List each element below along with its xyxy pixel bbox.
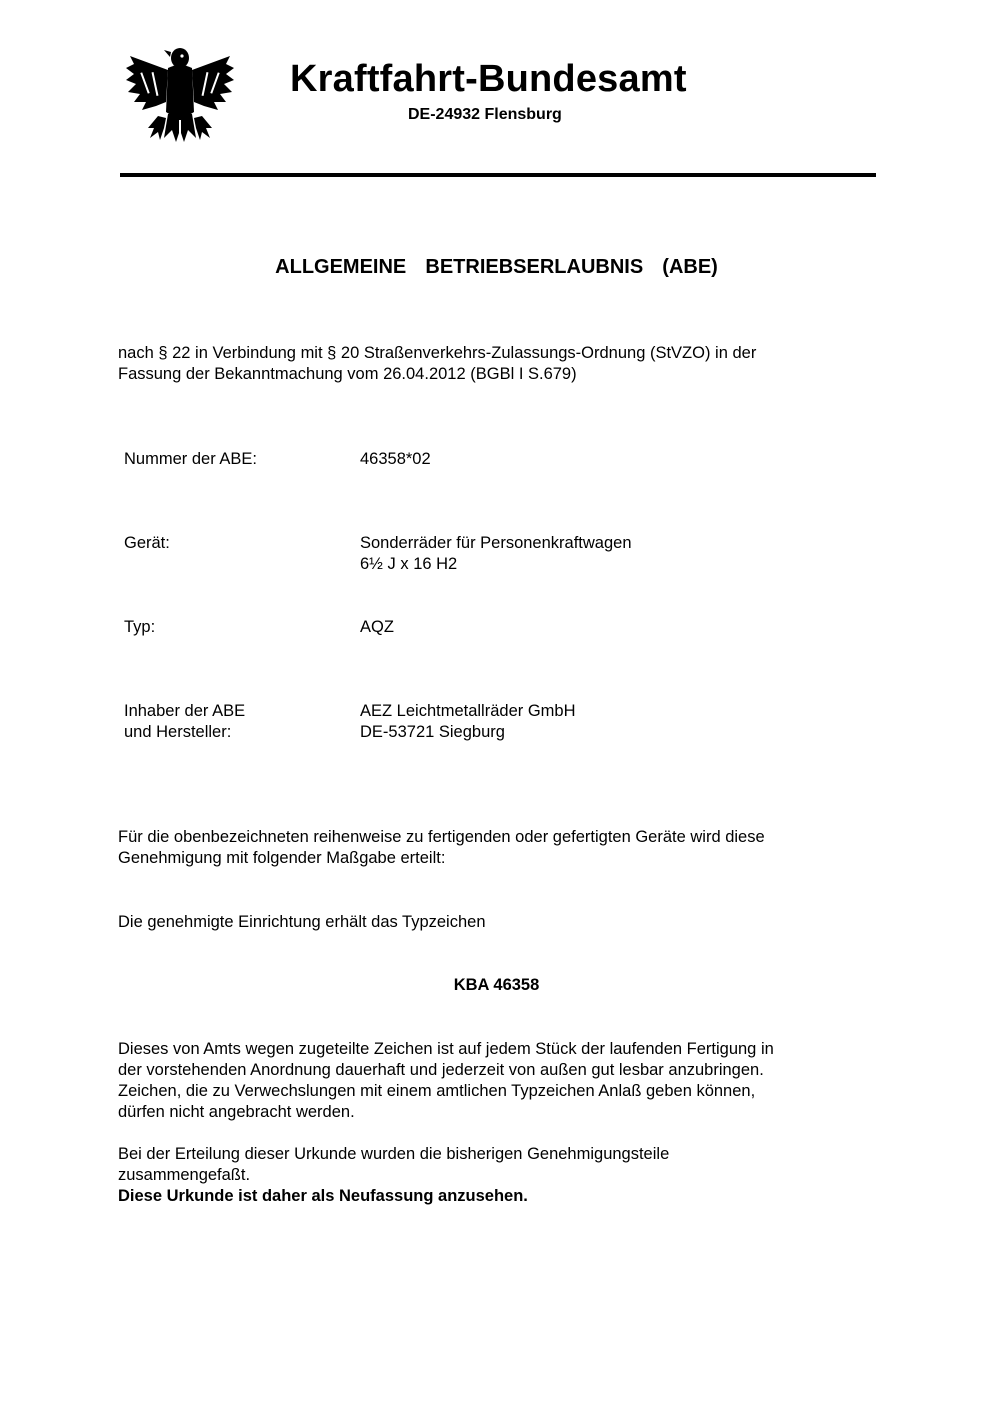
mark-intro: Die genehmigte Einrichtung erhält das Typzeichen bbox=[118, 913, 486, 931]
mark-rules-line: Zeichen, die zu Verwechslungen mit einem amtlichen Typzeichen Anlaß geben können, bbox=[118, 1082, 756, 1100]
device-value-line: Sonderräder für Personenkraftwagen bbox=[360, 534, 632, 552]
holder-label bbox=[124, 701, 245, 743]
consolidation-emphasis: Diese Urkunde ist daher als Neufassung anzusehen. bbox=[118, 1187, 528, 1205]
holder-label-line: Inhaber der ABE bbox=[124, 702, 246, 720]
federal-eagle-icon bbox=[124, 42, 236, 148]
consolidation-line: zusammengefaßt. bbox=[118, 1166, 251, 1184]
grant-line: Genehmigung mit folgender Maßgabe erteilt: bbox=[118, 849, 446, 867]
abe-number-value: 46358*02 bbox=[360, 450, 431, 468]
holder-value bbox=[360, 701, 576, 743]
agency-address: DE-24932 Flensburg bbox=[408, 106, 562, 123]
document-title: ALLGEMEINE BETRIEBSERLAUBNIS (ABE) bbox=[275, 256, 718, 278]
mark-rules-line: dürfen nicht angebracht werden. bbox=[118, 1103, 355, 1121]
mark-rules-line: Dieses von Amts wegen zugeteilte Zeichen ist auf jedem Stück der laufenden Fertigung in bbox=[118, 1040, 774, 1058]
legal-basis-line: nach § 22 in Verbindung mit § 20 Straßenverkehrs-Zulassungs-Ordnung (StVZO) in der bbox=[118, 344, 757, 362]
type-value: AQZ bbox=[360, 618, 394, 636]
abe-number-label: Nummer der ABE: bbox=[124, 450, 257, 468]
legal-basis bbox=[118, 343, 878, 385]
holder-label-line: und Hersteller: bbox=[124, 723, 232, 741]
legal-basis-line: Fassung der Bekanntmachung vom 26.04.2012 (BGBl I S.679) bbox=[118, 365, 577, 383]
mark-rules-paragraph bbox=[118, 1039, 878, 1123]
consolidation-line: Bei der Erteilung dieser Urkunde wurden die bisherigen Genehmigungsteile bbox=[118, 1145, 670, 1163]
device-label: Gerät: bbox=[124, 534, 170, 552]
holder-value-line: DE-53721 Siegburg bbox=[360, 723, 505, 741]
device-value bbox=[360, 533, 632, 575]
grant-paragraph bbox=[118, 827, 878, 869]
consolidation-paragraph bbox=[118, 1144, 878, 1207]
agency-name: Kraftfahrt-Bundesamt bbox=[290, 58, 687, 100]
mark-rules-line: der vorstehenden Anordnung dauerhaft und jederzeit von außen gut lesbar anzubringen. bbox=[118, 1061, 764, 1079]
type-mark: KBA 46358 bbox=[453, 976, 540, 994]
device-value-line: 6½ J x 16 H2 bbox=[360, 555, 458, 573]
header-divider bbox=[120, 173, 876, 177]
grant-line: Für die obenbezeichneten reihenweise zu fertigenden oder gefertigten Geräte wird diese bbox=[118, 828, 765, 846]
holder-value-line: AEZ Leichtmetallräder GmbH bbox=[360, 702, 576, 720]
type-label: Typ: bbox=[124, 618, 156, 636]
